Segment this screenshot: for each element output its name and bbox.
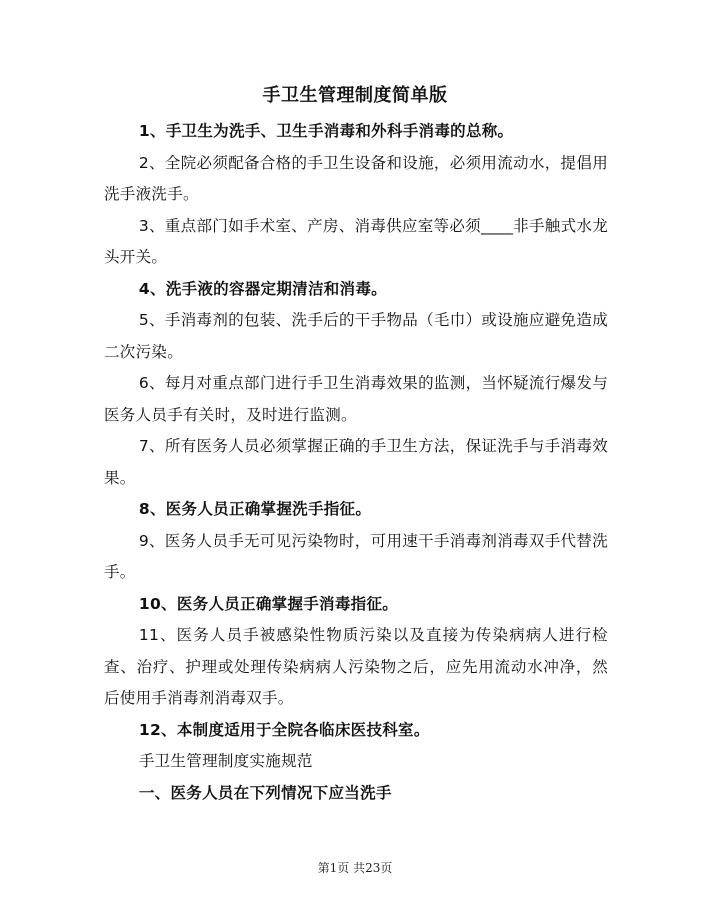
paragraph-6: 6、每月对重点部门进行手卫生消毒效果的监测，当怀疑流行爆发与医务人员手有关时，及时进行监测。 <box>104 374 608 424</box>
page-number-footer: 第1页 共23页 <box>317 861 393 875</box>
paragraph-4: 4、洗手液的容器定期清洁和消毒。 <box>138 279 387 298</box>
paragraph-1: 1、手卫生为洗手、卫生手消毒和外科手消毒的总称。 <box>138 122 514 140</box>
paragraph-5: 5、手消毒剂的包装、洗手后的干手物品（毛巾）或设施应避免造成二次污染。 <box>104 311 608 361</box>
paragraph-2: 2、全院必须配备合格的手卫生设备和设施，必须用流动水，提倡用洗手液洗手。 <box>104 153 608 203</box>
section-heading: 手卫生管理制度实施规范 <box>138 752 313 770</box>
paragraph-9: 9、医务人员手无可见污染物时，可用速干手消毒剂消毒双手代替洗手。 <box>104 531 608 581</box>
subsection-heading: 一、医务人员在下列情况下应当洗手 <box>138 783 392 802</box>
paragraph-8: 8、医务人员正确掌握洗手指征。 <box>138 500 372 518</box>
paragraph-10: 10、医务人员正确掌握手消毒指征。 <box>138 594 399 613</box>
document-title: 手卫生管理制度简单版 <box>262 85 448 106</box>
document-body <box>104 116 608 809</box>
paragraph-12: 12、本制度适用于全院各临床医技科室。 <box>138 720 430 739</box>
paragraph-11: 11、医务人员手被感染性物质污染以及直接为传染病病人进行检查、治疗、护理或处理传染病病人污染物之后，应先用流动水冲净，然后使用手消毒剂消毒双手。 <box>104 626 608 707</box>
paragraph-7: 7、所有医务人员必须掌握正确的手卫生方法，保证洗手与手消毒效果。 <box>104 437 608 487</box>
paragraph-3: 3、重点部门如手术室、产房、消毒供应室等必须____非手触式水龙头开关。 <box>104 216 608 266</box>
